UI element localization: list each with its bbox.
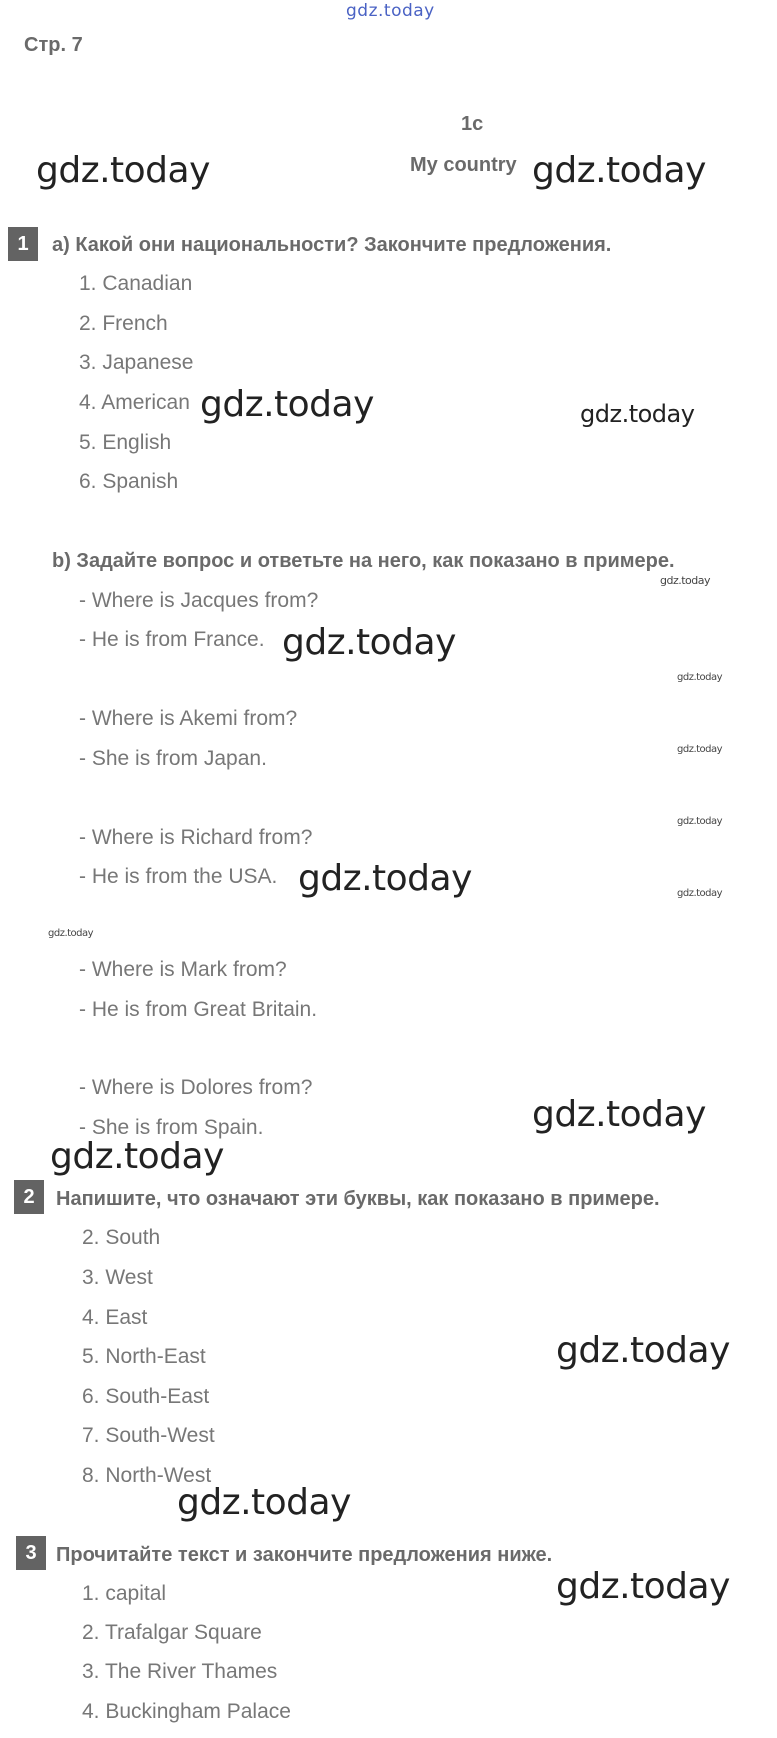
list-item: 8. North-West: [82, 1464, 212, 1487]
list-item: 3. Japanese: [79, 351, 194, 374]
list-item: 4. American: [79, 391, 190, 414]
list-item: 6. Spanish: [79, 470, 179, 493]
watermark: gdz.today: [677, 888, 723, 899]
watermark: gdz.today: [282, 622, 456, 663]
exercise-1-badge: 1: [8, 227, 38, 261]
dialogue-line: - He is from the USA.: [79, 865, 278, 888]
watermark: gdz.today: [36, 150, 210, 191]
exercise-3-title: Прочитайте текст и закончите предложения ниже.: [56, 1544, 553, 1566]
dialogue-line: - Where is Richard from?: [79, 826, 313, 849]
list-item: 3. West: [82, 1266, 153, 1289]
list-item: 2. Trafalgar Square: [82, 1621, 262, 1644]
watermark: gdz.today: [298, 858, 472, 899]
list-item: 4. East: [82, 1306, 148, 1329]
list-item: 3. The River Thames: [82, 1660, 278, 1683]
page-header: Стр. 7: [24, 34, 83, 56]
list-item: 5. North-East: [82, 1345, 206, 1368]
list-item: 2. French: [79, 312, 168, 335]
watermark: gdz.today: [532, 1094, 706, 1135]
list-item: 4. Buckingham Palace: [82, 1700, 291, 1723]
exercise-1b-title: b) Задайте вопрос и ответьте на него, как показано в примере.: [52, 550, 675, 572]
exercise-2-badge: 2: [14, 1180, 44, 1214]
exercise-3-badge: 3: [16, 1536, 46, 1570]
watermark: gdz.today: [556, 1566, 730, 1607]
watermark: gdz.today: [677, 672, 723, 683]
dialogue-line: - He is from Great Britain.: [79, 998, 318, 1021]
dialogue-line: - Where is Dolores from?: [79, 1076, 313, 1099]
list-item: 5. English: [79, 431, 172, 454]
dialogue-line: - He is from France.: [79, 628, 265, 651]
dialogue-line: - She is from Japan.: [79, 747, 267, 770]
watermark: gdz.today: [556, 1330, 730, 1371]
watermark: gdz.today: [200, 384, 374, 425]
dialogue-line: - Where is Jacques from?: [79, 589, 319, 612]
watermark: gdz.today: [532, 150, 706, 191]
list-item: 1. Canadian: [79, 272, 193, 295]
watermark: gdz.today: [580, 400, 695, 428]
watermark: gdz.today: [677, 816, 723, 827]
watermark: gdz.today: [660, 574, 711, 587]
watermark: gdz.today: [677, 744, 723, 755]
unit-title: My country: [410, 154, 517, 176]
watermark: gdz.today: [50, 1136, 224, 1177]
list-item: 2. South: [82, 1226, 161, 1249]
list-item: 6. South-East: [82, 1385, 210, 1408]
dialogue-line: - Where is Mark from?: [79, 958, 287, 981]
dialogue-line: - She is from Spain.: [79, 1116, 264, 1139]
exercise-2-title: Напишите, что означают эти буквы, как показано в примере.: [56, 1188, 660, 1210]
list-item: 7. South-West: [82, 1424, 215, 1447]
exercise-1a-title: a) Какой они национальности? Закончите предложения.: [52, 234, 612, 256]
dialogue-line: - Where is Akemi from?: [79, 707, 298, 730]
site-label: gdz.today: [346, 1, 435, 21]
unit-number: 1c: [461, 113, 484, 135]
watermark: gdz.today: [48, 928, 94, 939]
watermark: gdz.today: [177, 1482, 351, 1523]
list-item: 1. capital: [82, 1582, 167, 1605]
